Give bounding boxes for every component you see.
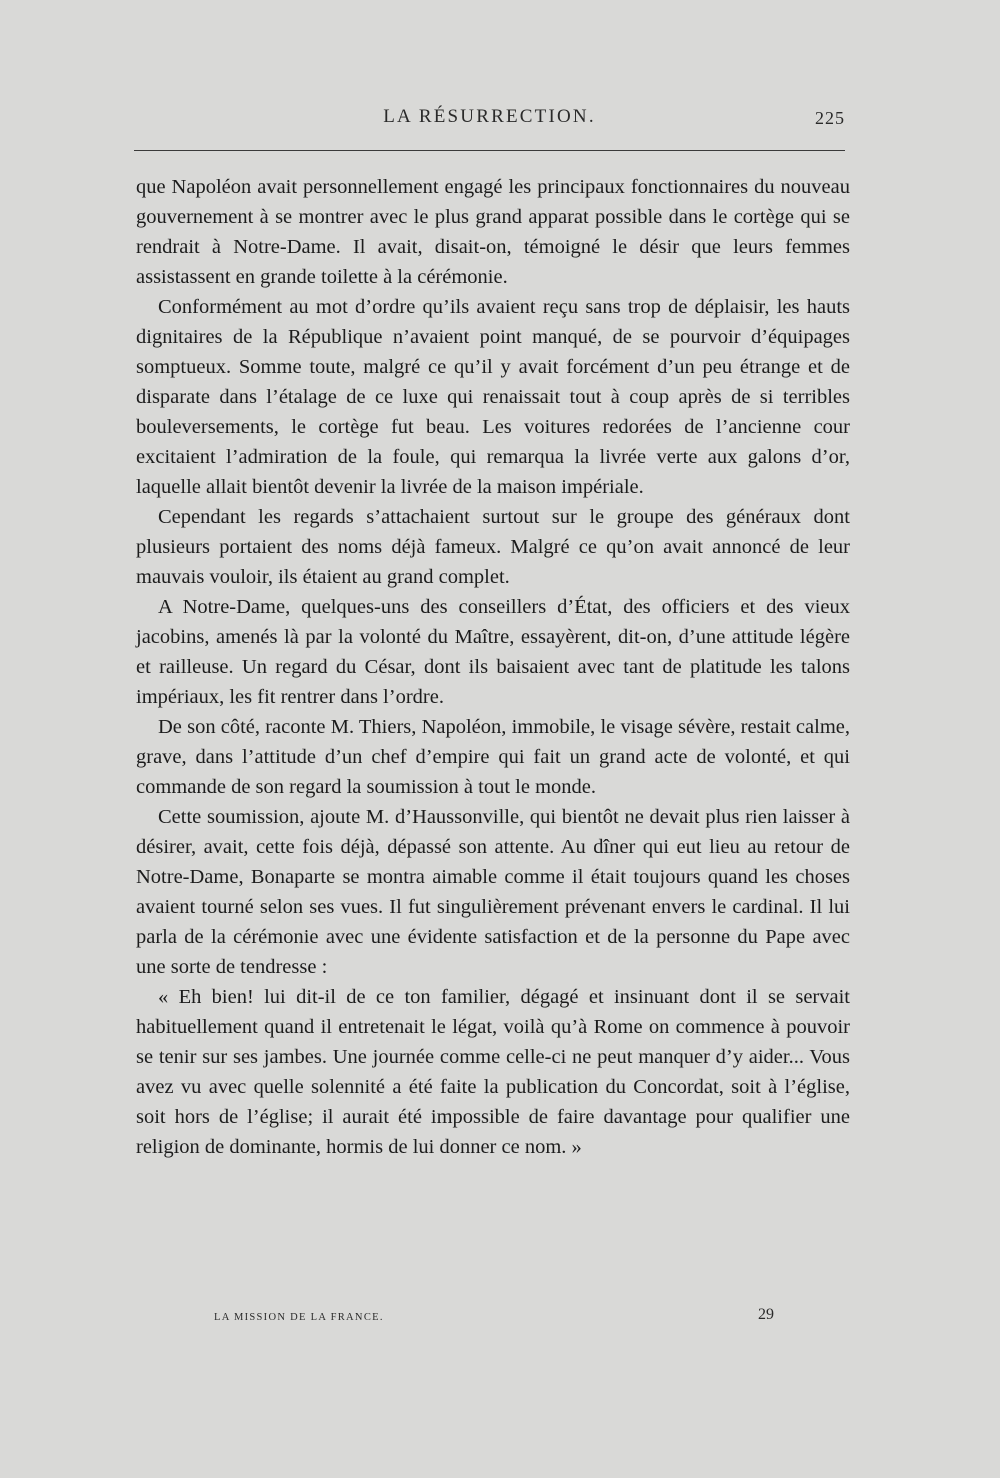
paragraph-2: Conformément au mot d’ordre qu’ils avaient reçu sans trop de déplaisir, les hauts dignitaires de la République n’avaient point manqué, de se pourvoir d’équipages somptueux. Somme toute, malgré ce qu’il y avait forcément d’un peu étrange et de disparate dans l’étalage de ce luxe qui renaissait tout à coup après de si terribles bouleversements, le cortège fut beau. Les voitures redorées de l’ancienne cour excitaient l’admiration de la foule, qui remarqua la livrée verte aux galons d’or, laquelle allait bientôt devenir la livrée de la maison impériale. [136, 296, 850, 498]
paragraph-1: que Napoléon avait personnellement engagé les principaux fonctionnaires du nouveau gouvernement à se montrer avec le plus grand apparat possible dans le cortège qui se rendrait à Notre-Dame. Il avait, disait-on, témoigné le désir que leurs femmes assistassent en grande toilette à la cérémonie. [136, 176, 850, 288]
paragraph-3: Cependant les regards s’attachaient surtout sur le groupe des généraux dont plusieurs portaient des noms déjà fameux. Malgré ce qu’on avait annoncé de leur mauvais vouloir, ils étaient au grand complet. [136, 506, 850, 588]
paragraph-7: « Eh bien! lui dit-il de ce ton familier, dégagé et insinuant dont il se servait habituellement quand il entretenait le légat, voilà qu’à Rome on commence à pouvoir se tenir sur ses jambes. Une journée comme celle-ci ne peut manquer d’y aider... Vous avez vu avec quelle solennité a été faite la publication du Concordat, soit à l’église, soit hors de l’église; il aurait été impossible de faire davantage pour qualifier une religion de dominante, hormis de lui donner ce nom. » [136, 986, 850, 1158]
page-footer [214, 1306, 774, 1330]
body-text [136, 172, 850, 1162]
header-rule [134, 150, 845, 151]
running-head-title: LA RÉSURRECTION. [383, 106, 596, 127]
paragraph-5: De son côté, raconte M. Thiers, Napoléon, immobile, le visage sévère, restait calme, grave, dans l’attitude d’un chef d’empire qui fait un grand acte de volonté, et qui commande de son regard la soumission à tout le monde. [136, 716, 850, 798]
page-number: 225 [815, 108, 845, 128]
paragraph-6: Cette soumission, ajoute M. d’Haussonville, qui bientôt ne devait plus rien laisser à désirer, avait, cette fois déjà, dépassé son attente. Au dîner qui eut lieu au retour de Notre-Dame, Bonaparte se montra aimable comme il était toujours quand les choses avaient tourné selon ses vues. Il fut singulièrement prévenant envers le cardinal. Il lui parla de la cérémonie avec une évidente satisfaction et de la personne du Pape avec une sorte de tendresse : [136, 806, 850, 978]
signature-mark: LA MISSION DE LA FRANCE. [214, 1312, 384, 1323]
sheet-number: 29 [758, 1306, 774, 1323]
running-head [134, 104, 845, 132]
paragraph-4: A Notre-Dame, quelques-uns des conseillers d’État, des officiers et des vieux jacobins, amenés là par la volonté du Maître, essayèrent, dit-on, d’une attitude légère et railleuse. Un regard du César, dont ils baisaient avec tant de platitude les talons impériaux, les fit rentrer dans l’ordre. [136, 596, 850, 708]
